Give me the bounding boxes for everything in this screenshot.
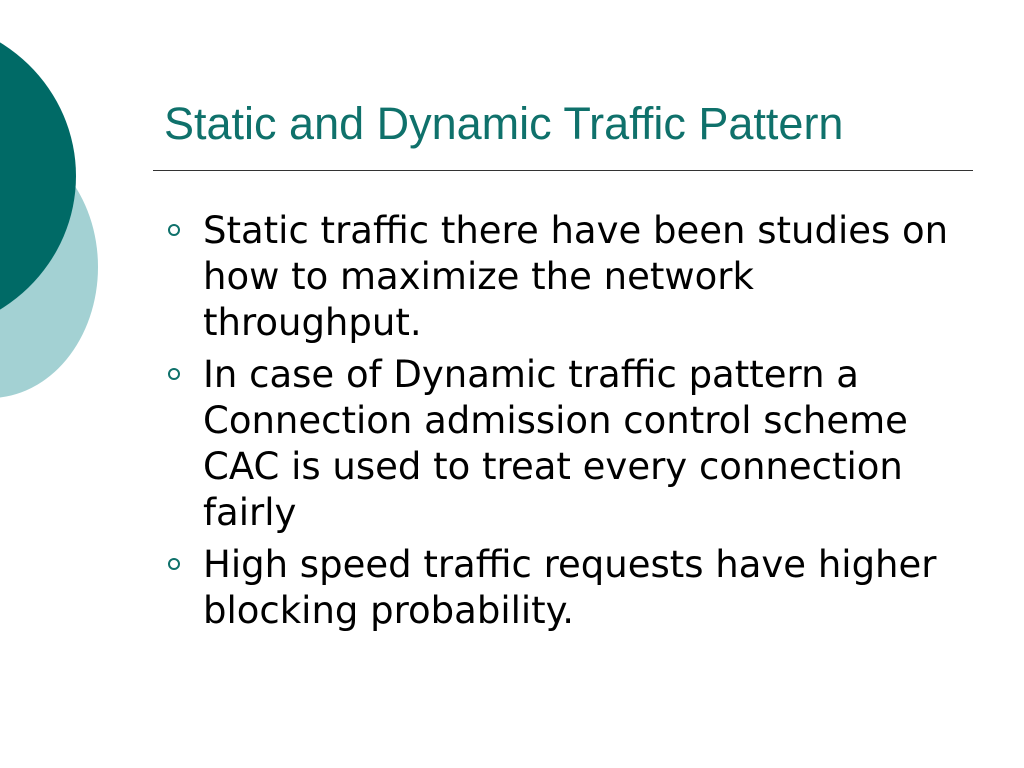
bullet-text: High speed traffic requests have higher blocking probability. [203,543,937,632]
bullet-item [164,352,964,536]
bullet-item [164,208,964,346]
bullet-text: Static traffic there have been studies on how to maximize the network throughput. [203,209,949,344]
title-divider [153,170,973,171]
bullet-text: In case of Dynamic traffic pattern a Connection admission control scheme CAC is used to treat every connection fairly [203,353,908,534]
hollow-circle-icon [168,368,180,380]
hollow-circle-icon [168,224,180,236]
slide-title: Static and Dynamic Traffic Pattern [164,98,844,149]
hollow-circle-icon [168,558,180,570]
bullet-list [164,208,964,640]
bullet-item [164,542,964,634]
